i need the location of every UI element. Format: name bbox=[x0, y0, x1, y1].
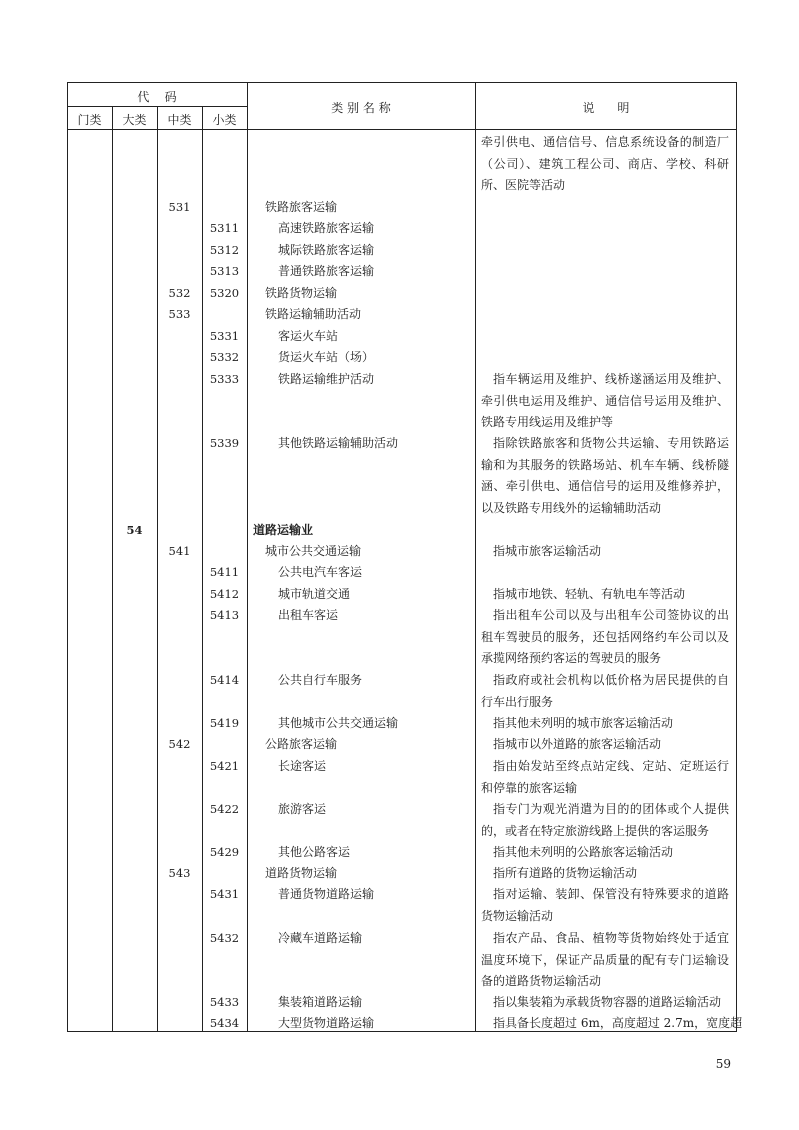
zhonglei-code: 533 bbox=[168, 307, 191, 321]
xiaolei-code: 5312 bbox=[209, 243, 240, 257]
row-desc: 指其他未列明的城市旅客运输活动 bbox=[493, 716, 674, 730]
row-desc: 指以集装箱为承载货物容器的道路运输活动 bbox=[493, 995, 722, 1009]
xiaolei-code: 5431 bbox=[209, 887, 240, 901]
row-desc: 指出租车公司以及与出租车公司签协议的出租车驾驶员的服务，还包括网络约车公司以及承揽网络预约客运的驾驶员的服务 bbox=[481, 608, 729, 665]
xiaolei-code: 5419 bbox=[209, 716, 240, 730]
xiaolei-code: 5413 bbox=[209, 608, 240, 622]
category-name: 冷藏车道路运输 bbox=[278, 931, 363, 945]
zhonglei-code: 531 bbox=[168, 200, 191, 214]
xiaolei-code: 5332 bbox=[209, 350, 240, 364]
menlei-header: 门类 bbox=[77, 113, 102, 127]
xiaolei-code: 5339 bbox=[209, 436, 240, 450]
category-name: 其他城市公共交通运输 bbox=[278, 716, 399, 730]
category-name: 铁路运输维护活动 bbox=[278, 372, 375, 386]
row-desc: 牵引供电、通信信号、信息系统设备的制造厂（公司）、建筑工程公司、商店、学校、科研所、医院等活动 bbox=[481, 135, 729, 192]
page-number: 59 bbox=[715, 1057, 731, 1071]
xiaolei-code: 5311 bbox=[209, 221, 240, 235]
xiaolei-code: 5422 bbox=[209, 802, 240, 816]
row-desc: 指所有道路的货物运输活动 bbox=[493, 866, 638, 880]
category-name: 集装箱道路运输 bbox=[278, 995, 363, 1009]
category-name: 城际铁路旅客运输 bbox=[278, 243, 375, 257]
row-desc: 指其他未列明的公路旅客运输活动 bbox=[493, 845, 674, 859]
header-bottom-line bbox=[67, 129, 737, 130]
xiaolei-code: 5429 bbox=[209, 845, 240, 859]
category-name: 铁路旅客运输 bbox=[265, 200, 338, 214]
row-desc: 指对运输、装卸、保管没有特殊要求的道路货物运输活动 bbox=[481, 887, 729, 923]
category-name: 城市轨道交通 bbox=[278, 587, 351, 601]
xiaolei-code: 5421 bbox=[209, 759, 240, 773]
row-desc: 指城市旅客运输活动 bbox=[493, 544, 602, 558]
xiaolei-code: 5411 bbox=[209, 565, 240, 579]
code-group-header: 代 码 bbox=[137, 90, 177, 104]
dalei-code: 54 bbox=[126, 523, 143, 537]
category-name: 旅游客运 bbox=[278, 802, 327, 816]
xiaolei-header: 小类 bbox=[212, 113, 237, 127]
xiaolei-code: 5313 bbox=[209, 264, 240, 278]
zhonglei-code: 542 bbox=[168, 737, 191, 751]
category-name: 大型货物道路运输 bbox=[278, 1016, 375, 1030]
zhonglei-header: 中类 bbox=[167, 113, 192, 127]
xiaolei-code: 5414 bbox=[209, 673, 240, 687]
row-desc: 指由始发站至终点站定线、定站、定班运行和停靠的旅客运输 bbox=[481, 759, 729, 795]
category-name: 公共电汽车客运 bbox=[278, 565, 363, 579]
zhonglei-code: 543 bbox=[168, 866, 191, 880]
category-name: 道路货物运输 bbox=[265, 866, 338, 880]
category-name: 铁路运输辅助活动 bbox=[265, 307, 362, 321]
category-name: 铁路货物运输 bbox=[265, 286, 338, 300]
col-line-5 bbox=[475, 82, 476, 1032]
category-name: 其他公路客运 bbox=[278, 845, 351, 859]
row-desc: 指具备长度超过 6m，高度超过 2.7m，宽度超 bbox=[493, 1016, 743, 1030]
row-desc: 指专门为观光消遣为目的的团体或个人提供的，或者在特定旅游线路上提供的客运服务 bbox=[481, 802, 729, 838]
xiaolei-code: 5432 bbox=[209, 931, 240, 945]
zhonglei-code: 532 bbox=[168, 286, 191, 300]
category-name: 普通铁路旅客运输 bbox=[278, 264, 375, 278]
row-desc: 指车辆运用及维护、线桥遂涵运用及维护、牵引供电运用及维护、通信信号运用及维护、铁路专用线运用及维护等 bbox=[481, 372, 729, 429]
name-header: 类 别 名 称 bbox=[331, 101, 391, 115]
category-name: 普通货物道路运输 bbox=[278, 887, 375, 901]
xiaolei-code: 5433 bbox=[209, 995, 240, 1009]
category-name: 其他铁路运输辅助活动 bbox=[278, 436, 399, 450]
col-line-2 bbox=[157, 106, 158, 1032]
category-name: 城市公共交通运输 bbox=[265, 544, 362, 558]
row-desc: 指除铁路旅客和货物公共运输、专用铁路运输和为其服务的铁路场站、机车车辆、线桥隧涵、牵引供电、通信信号的运用及维修养护，以及铁路专用线外的运输辅助活动 bbox=[481, 436, 729, 515]
zhonglei-code: 541 bbox=[168, 544, 191, 558]
category-name: 公共自行车服务 bbox=[278, 673, 363, 687]
xiaolei-code: 5333 bbox=[209, 372, 240, 386]
row-desc: 指农产品、食品、植物等货物始终处于适宜温度环境下，保证产品质量的配有专门运输设备的道路货物运输活动 bbox=[481, 931, 729, 988]
desc-header: 说 明 bbox=[582, 101, 630, 115]
col-line-1 bbox=[112, 106, 113, 1032]
dalei-header: 大类 bbox=[122, 113, 147, 127]
category-name: 货运火车站（场） bbox=[278, 350, 375, 364]
xiaolei-code: 5331 bbox=[209, 329, 240, 343]
category-name: 高速铁路旅客运输 bbox=[278, 221, 375, 235]
xiaolei-code: 5412 bbox=[209, 587, 240, 601]
category-name: 客运火车站 bbox=[278, 329, 339, 343]
col-line-4 bbox=[247, 82, 248, 1032]
category-name: 公路旅客运输 bbox=[265, 737, 338, 751]
row-desc: 指城市地铁、轻轨、有轨电车等活动 bbox=[493, 587, 686, 601]
category-name: 长途客运 bbox=[278, 759, 327, 773]
row-desc: 指城市以外道路的旅客运输活动 bbox=[493, 737, 662, 751]
row-desc: 指政府或社会机构以低价格为居民提供的自行车出行服务 bbox=[481, 673, 729, 709]
xiaolei-code: 5434 bbox=[209, 1016, 240, 1030]
xiaolei-code: 5320 bbox=[209, 286, 240, 300]
category-name: 出租车客运 bbox=[278, 608, 339, 622]
category-name: 道路运输业 bbox=[253, 523, 314, 537]
